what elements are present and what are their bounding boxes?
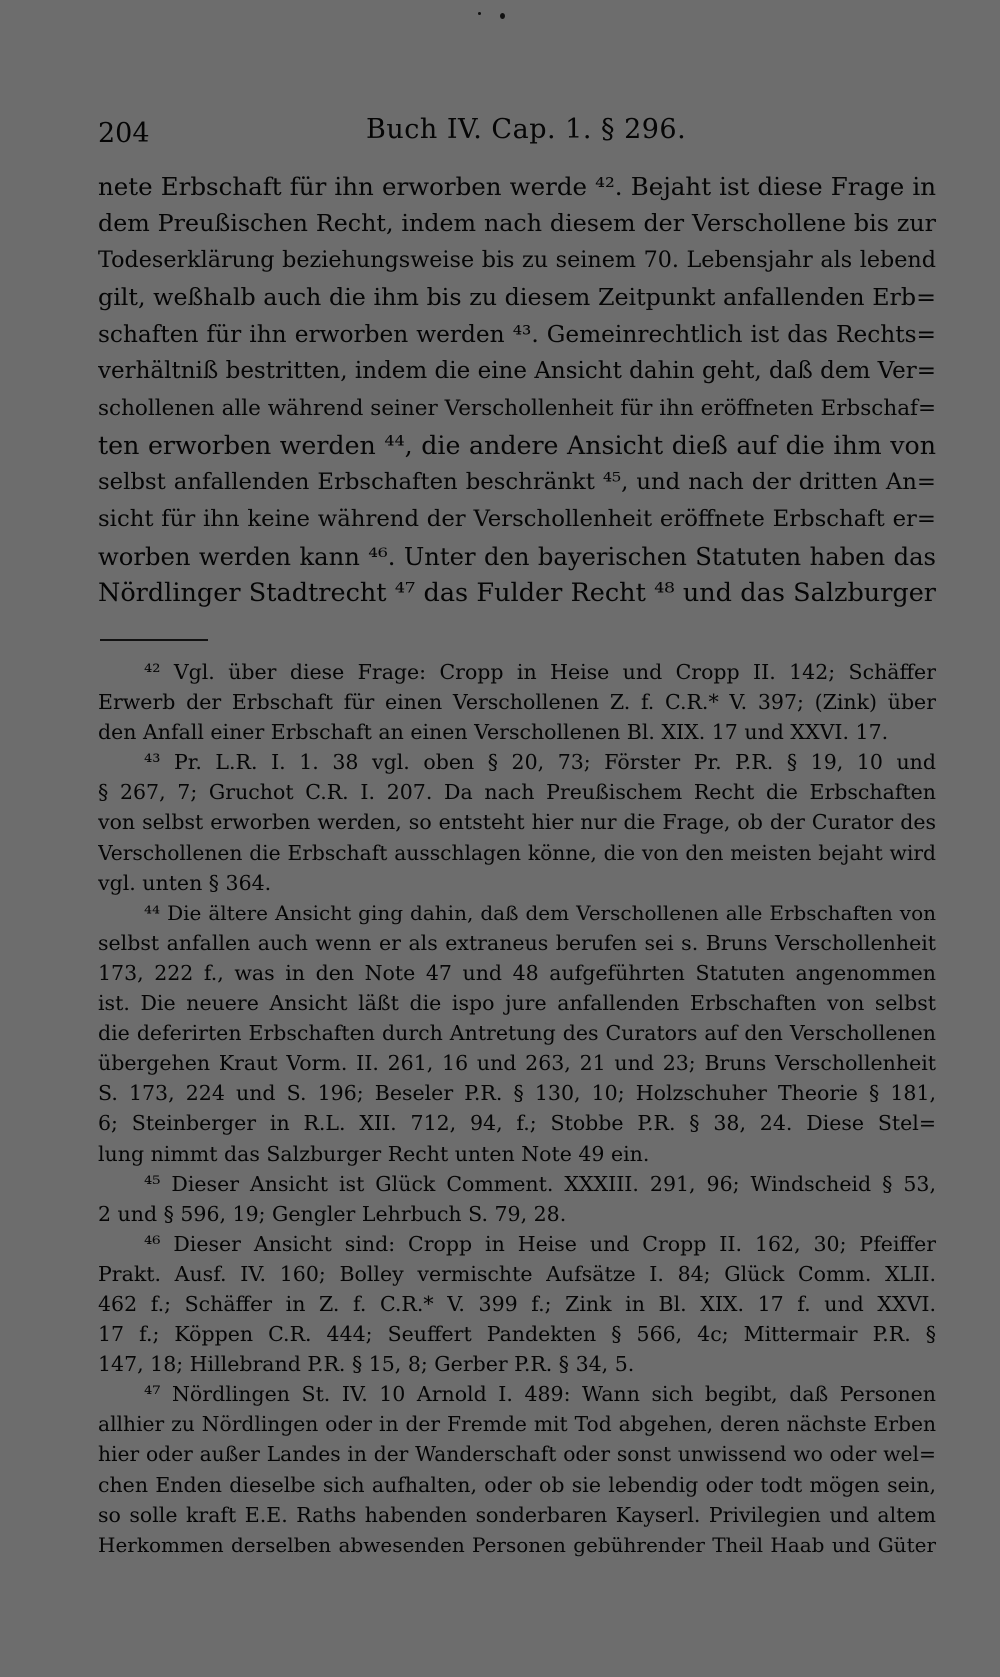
footnote-line: hier oder außer Landes in der Wanderschaft oder sonst unwissend wo oder wel= — [98, 1442, 936, 1467]
footnote-47 — [98, 1379, 936, 1560]
page-number: 204 — [98, 118, 150, 149]
running-head: Buch IV. Cap. 1. § 296. — [366, 114, 687, 145]
footnote-line: ⁴⁵ Dieser Ansicht ist Glück Comment. XXXIII. 291, 96; Windscheid § 53, — [144, 1171, 936, 1196]
footnote-line: § 267, 7; Gruchot C.R. I. 207. Da nach Preußischem Recht die Erbschaften — [98, 780, 936, 805]
footnote-line: die deferirten Erbschaften durch Antretung des Curators auf den Verschollenen — [98, 1021, 936, 1046]
main-text — [98, 168, 936, 612]
footnote-line: ⁴⁷ Nördlingen St. IV. 10 Arnold I. 489: Wann sich begibt, daß Personen — [144, 1382, 936, 1407]
text-line: schollenen alle während seiner Verschollenheit für ihn eröffneten Erbschaf= — [98, 396, 936, 421]
page-header — [98, 114, 936, 154]
text-line: dem Preußischen Recht, indem nach diesem der Verschollene bis zur — [98, 209, 936, 237]
footnote-line: so solle kraft E.E. Raths habenden sonderbaren Kayserl. Privilegien und altem — [98, 1502, 936, 1527]
footnote-line: ⁴³ Pr. L.R. I. 1. 38 vgl. oben § 20, 73; Förster Pr. P.R. § 19, 10 und — [144, 750, 936, 775]
footnote-line: 2 und § 596, 19; Gengler Lehrbuch S. 79, 28. — [98, 1201, 567, 1226]
footnote-separator — [100, 639, 208, 641]
footnote-line: vgl. unten § 364. — [98, 870, 272, 895]
footnote-line: übergehen Kraut Vorm. II. 261, 16 und 263, 21 und 23; Bruns Verschollenheit — [98, 1051, 936, 1076]
footnote-line: ⁴⁴ Die ältere Ansicht ging dahin, daß dem Verschollenen alle Erbschaften von — [144, 900, 936, 925]
footnote-line: allhier zu Nördlingen oder in der Fremde mit Tod abgehen, deren nächste Erben — [98, 1412, 936, 1437]
footnote-line: von selbst erworben werden, so entsteht hier nur die Frage, ob der Curator des — [98, 810, 936, 835]
text-line: worben werden kann ⁴⁶. Unter den bayerischen Statuten haben das — [98, 542, 936, 571]
footnote-line: 147, 18; Hillebrand P.R. § 15, 8; Gerber P.R. § 34, 5. — [98, 1352, 635, 1377]
footnote-line: Erwerb der Erbschaft für einen Verschollenen Z. f. C.R.* V. 397; (Zink) über — [98, 690, 936, 715]
text-line: verhältniß bestritten, indem die eine Ansicht dahin geht, daß dem Ver= — [98, 358, 936, 384]
footnote-line: Verschollenen die Erbschaft ausschlagen könne, die von den meisten bejaht wird — [98, 840, 936, 865]
footnote-line: chen Enden dieselbe sich aufhalten, oder ob sie lebendig oder todt mögen sein, — [98, 1472, 936, 1497]
footnote-line: lung nimmt das Salzburger Recht unten Note 49 ein. — [98, 1141, 650, 1166]
text-line: nete Erbschaft für ihn erworben werde ⁴². Bejaht ist diese Frage in — [98, 172, 936, 201]
book-page — [98, 0, 936, 1677]
footnote-line: ⁴⁶ Dieser Ansicht sind: Cropp in Heise und Cropp II. 162, 30; Pfeiffer — [144, 1231, 936, 1256]
footnote-line: selbst anfallen auch wenn er als extraneus berufen sei s. Bruns Verschollenheit — [98, 930, 936, 955]
footnote-44 — [98, 898, 936, 1169]
footnotes — [98, 657, 936, 1560]
footnote-line: S. 173, 224 und S. 196; Beseler P.R. § 130, 10; Holzschuher Theorie § 181, — [98, 1081, 936, 1106]
text-line: ten erworben werden ⁴⁴, die andere Ansicht dieß auf die ihm von — [98, 431, 936, 460]
text-line: Nördlinger Stadtrecht ⁴⁷ das Fulder Recht ⁴⁸ und das Salzburger — [98, 578, 936, 608]
footnote-line: 6; Steinberger in R.L. XII. 712, 94, f.; Stobbe P.R. § 38, 24. Diese Stel= — [98, 1111, 936, 1136]
footnote-line: Herkommen derselben abwesenden Personen gebührender Theil Haab und Güter — [98, 1532, 936, 1557]
footnote-line: Prakt. Ausf. IV. 160; Bolley vermischte Aufsätze I. 84; Glück Comm. XLII. — [98, 1261, 936, 1286]
footnote-line: den Anfall einer Erbschaft an einen Verschollenen Bl. XIX. 17 und XXVI. 17. — [98, 720, 889, 745]
text-line: selbst anfallenden Erbschaften beschränkt ⁴⁵, und nach der dritten An= — [98, 469, 936, 495]
footnote-line: ist. Die neuere Ansicht läßt die ispo jure anfallenden Erbschaften von selbst — [98, 991, 936, 1016]
footnote-46 — [98, 1229, 936, 1379]
footnote-42 — [98, 657, 936, 747]
text-line: gilt, weßhalb auch die ihm bis zu diesem Zeitpunkt anfallenden Erb= — [98, 283, 936, 311]
footnote-line: ⁴² Vgl. über diese Frage: Cropp in Heise und Cropp II. 142; Schäffer — [144, 660, 936, 684]
footnote-line: 17 f.; Köppen C.R. 444; Seuffert Pandekten § 566, 4c; Mittermair P.R. § — [98, 1322, 936, 1347]
text-line: Todeserklärung beziehungsweise bis zu seinem 70. Lebensjahr als lebend — [98, 247, 936, 273]
text-line: schaften für ihn erworben werden ⁴³. Gemeinrechtlich ist das Rechts= — [98, 321, 936, 348]
text-line: sicht für ihn keine während der Verschollenheit eröffnete Erbschaft er= — [98, 506, 936, 532]
footnote-43 — [98, 747, 936, 897]
footnote-45 — [98, 1169, 936, 1229]
footnote-line: 462 f.; Schäffer in Z. f. C.R.* V. 399 f.; Zink in Bl. XIX. 17 f. und XXVI. — [98, 1291, 936, 1316]
footnote-line: 173, 222 f., was in den Note 47 und 48 aufgeführten Statuten angenommen — [98, 960, 936, 985]
